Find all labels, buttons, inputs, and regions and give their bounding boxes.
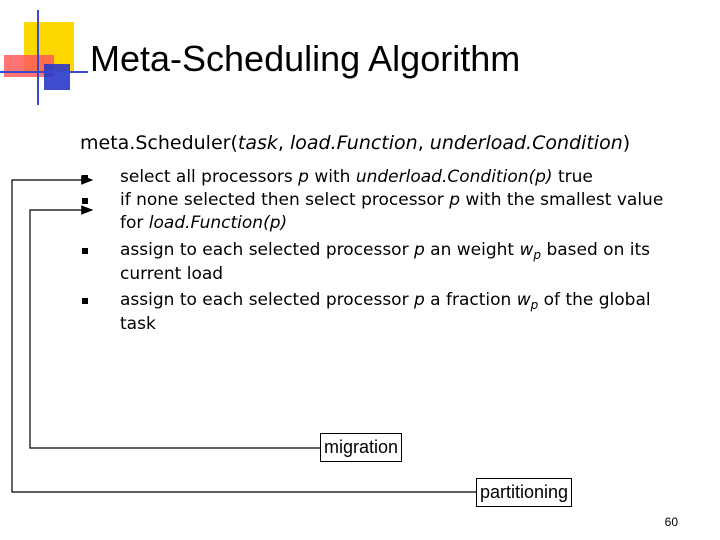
algorithm-steps: [120, 166, 680, 335]
page-title: Meta-Scheduling Algorithm: [90, 38, 521, 79]
migration-box: migration: [320, 433, 402, 462]
bullet-icon: [82, 175, 88, 181]
partitioning-box: partitioning: [476, 478, 572, 507]
bullet-icon: [82, 198, 88, 204]
function-signature: meta.Scheduler(task, load.Function, underload.Condition): [80, 132, 631, 154]
bullet-icon: [82, 248, 88, 254]
slide-logo-icon: [0, 0, 90, 110]
list-item: assign to each selected processor p an weight $w_p$ based on its current load: [120, 239, 680, 285]
list-item: select all processors p with underload.Condition(p) true: [120, 166, 680, 189]
bullet-icon: [82, 298, 88, 304]
list-item: assign to each selected processor p a fraction $w_p$ of the global task: [120, 289, 680, 335]
list-item: if none selected then select processor p with the smallest value for load.Function(p): [120, 189, 680, 235]
page-number: 60: [664, 515, 678, 529]
